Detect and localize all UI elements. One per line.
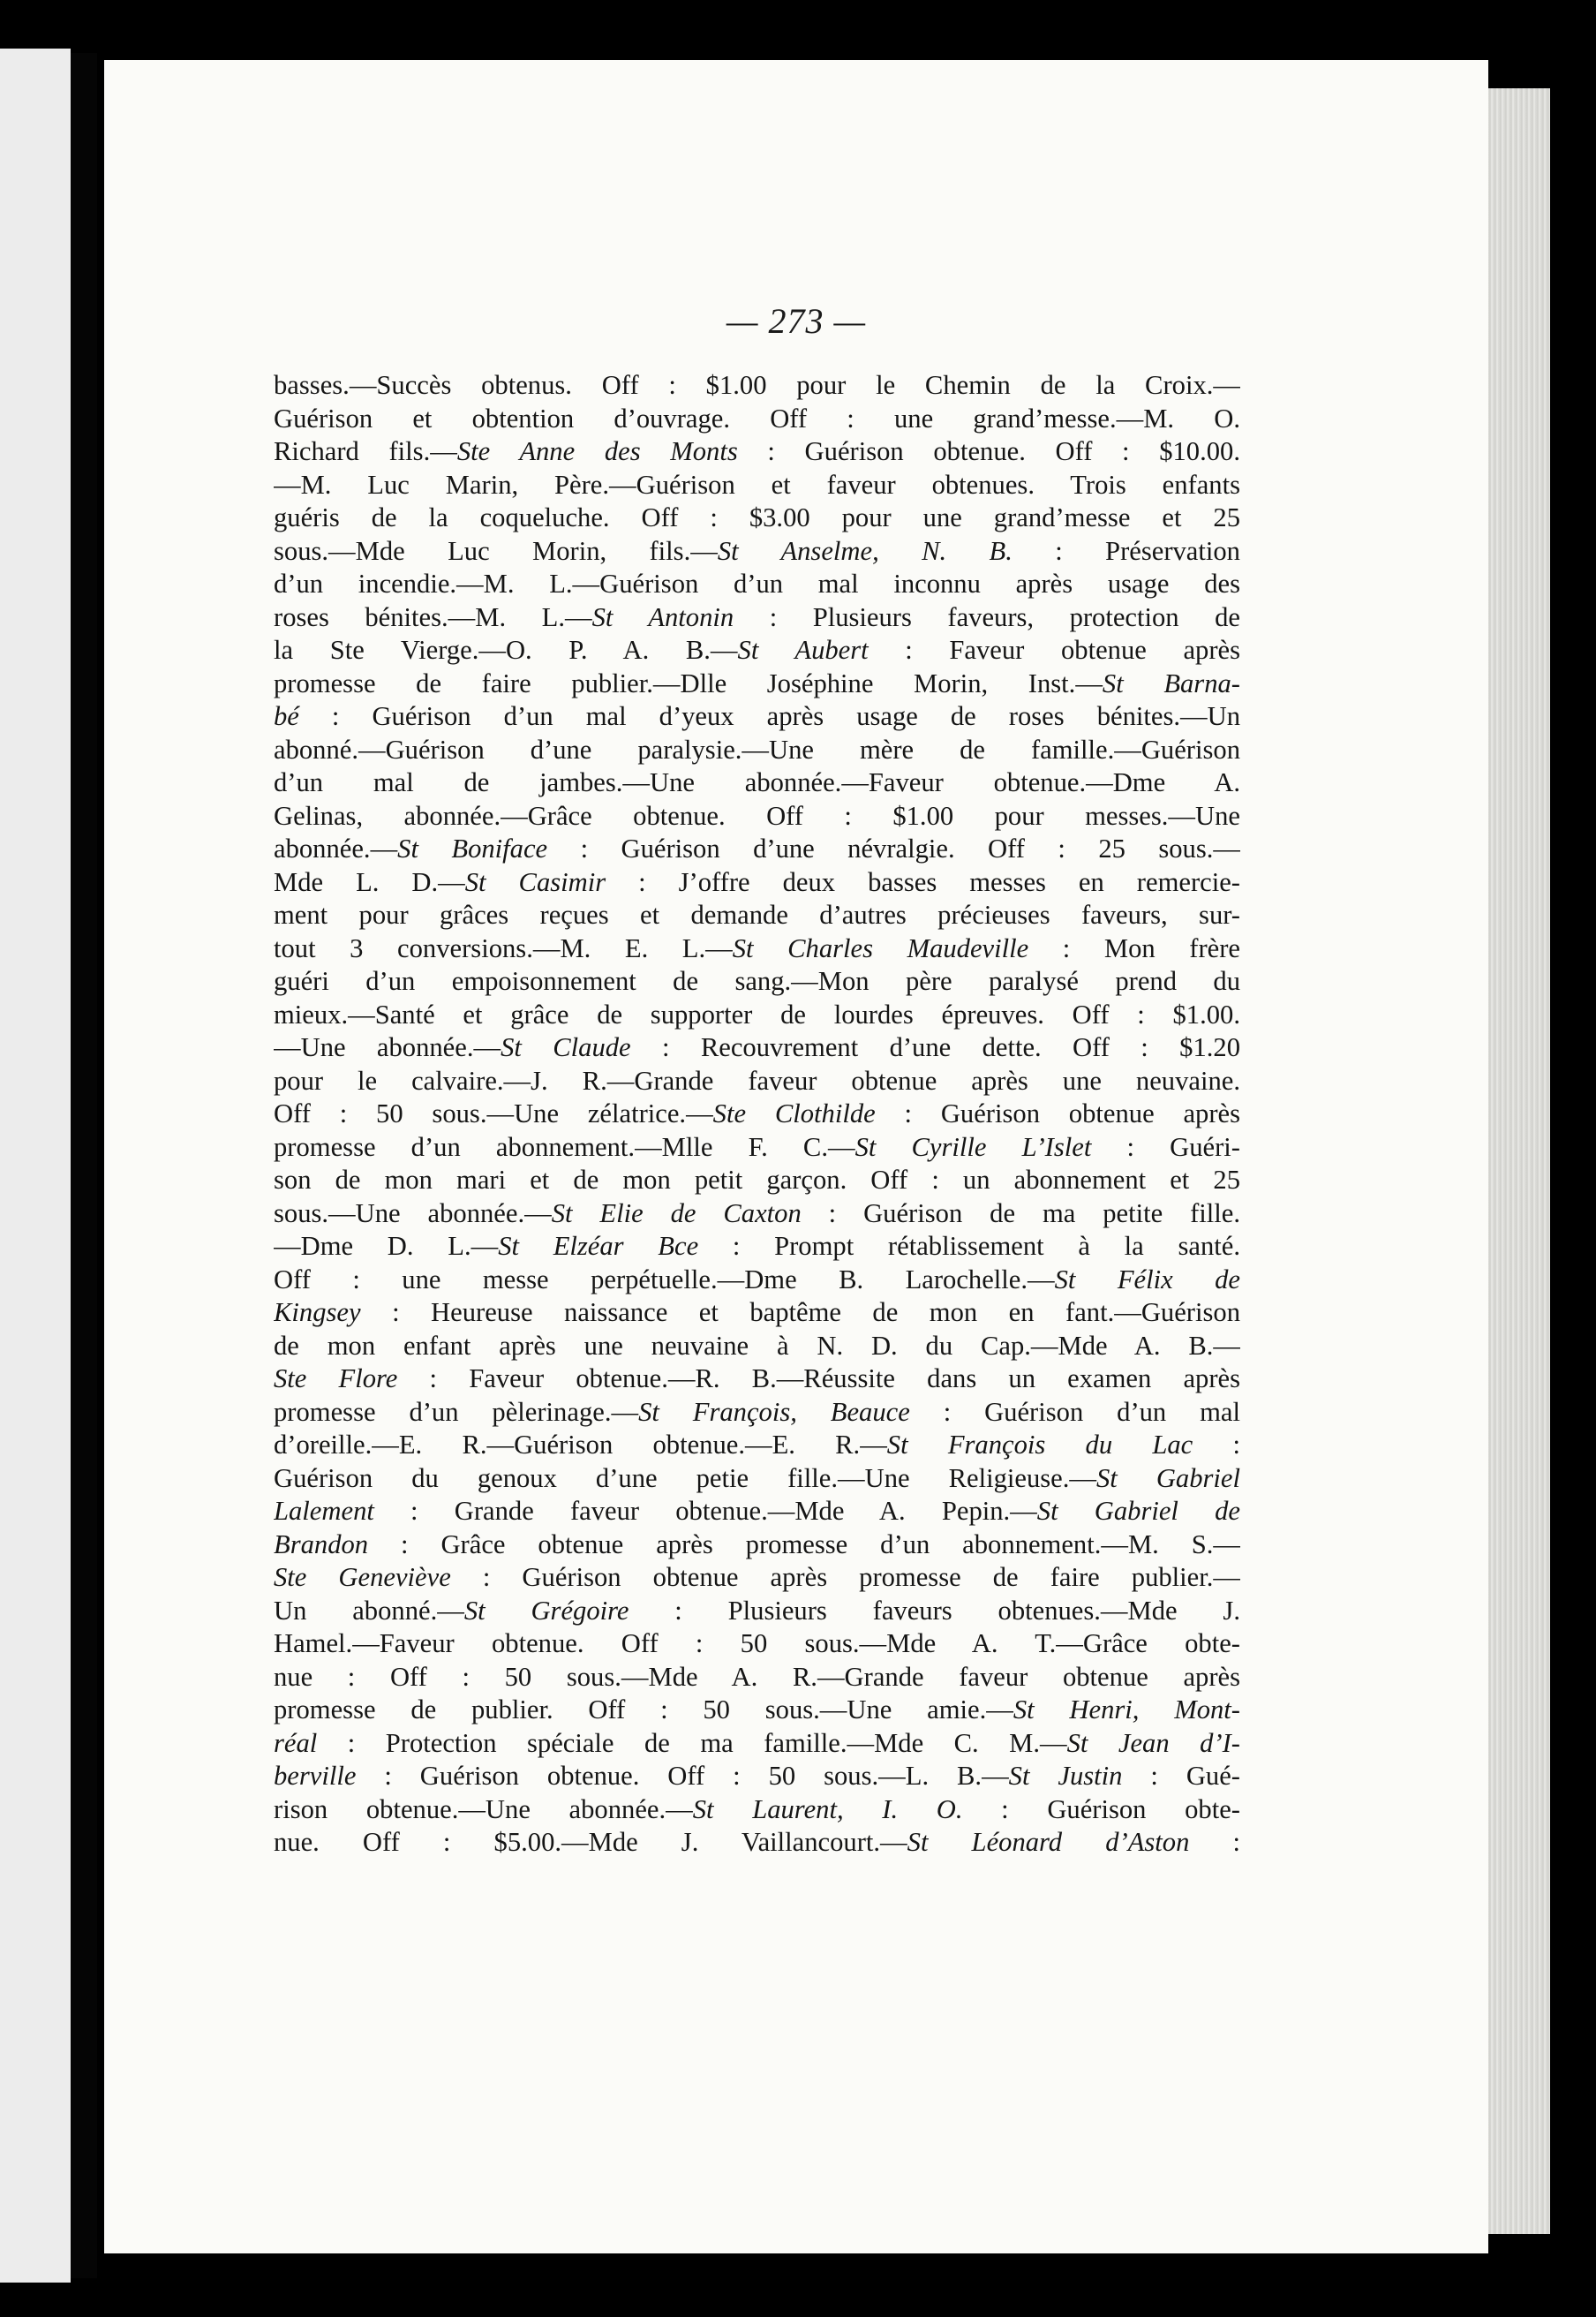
italic-place-name: St Jean d’I- xyxy=(1066,1727,1240,1758)
text-segment: : Guérison obtenue après xyxy=(875,1098,1240,1128)
text-line xyxy=(274,932,1240,966)
text-segment: promesse d’un pèlerinage.— xyxy=(274,1396,639,1427)
text-line xyxy=(274,1595,1240,1628)
text-segment: guéris de la coqueluche. Off : $3.00 pour une grand’messe et 25 xyxy=(274,502,1240,532)
text-segment: : Guérison obtenue. Off : 50 sous.—L. B.— xyxy=(356,1761,1009,1791)
text-segment: : xyxy=(1193,1430,1240,1460)
text-segment: promesse de publier. Off : 50 sous.—Une amie.— xyxy=(274,1694,1013,1725)
text-line xyxy=(274,1396,1240,1430)
text-line xyxy=(274,800,1240,834)
text-segment: : Préservation xyxy=(1012,535,1240,566)
italic-place-name: St Anselme, N. B. xyxy=(717,535,1013,566)
text-segment: : Guéri- xyxy=(1091,1131,1240,1162)
text-segment: promesse de faire publier.—Dlle Joséphine Morin, Inst.— xyxy=(274,668,1103,698)
text-line xyxy=(274,1296,1240,1330)
text-line xyxy=(274,1362,1240,1396)
text-line xyxy=(274,435,1240,469)
text-line xyxy=(274,1793,1240,1827)
text-segment: basses.—Succès obtenus. Off : $1.00 pour le Chemin de la Croix.— xyxy=(274,370,1240,400)
text-line xyxy=(274,1627,1240,1661)
text-segment: : Guérison obtenue après promesse de faire publier.— xyxy=(450,1562,1240,1592)
italic-place-name: St Gabriel xyxy=(1095,1462,1240,1493)
text-line xyxy=(274,965,1240,999)
text-line xyxy=(274,1098,1240,1131)
text-segment: pour le calvaire.—J. R.—Grande faveur obtenue après une neuvaine. xyxy=(274,1065,1240,1096)
text-segment: ment pour grâces reçues et demande d’autres précieuses faveurs, sur- xyxy=(274,900,1240,930)
text-segment: Richard fils.— xyxy=(274,436,457,466)
text-line xyxy=(274,1164,1240,1197)
text-line xyxy=(274,999,1240,1032)
text-segment: promesse d’un abonnement.—Mlle F. C.— xyxy=(274,1131,855,1162)
italic-place-name: St Boniface xyxy=(397,834,548,864)
italic-place-name: St Aubert xyxy=(737,635,869,665)
italic-place-name: Lalement xyxy=(274,1496,374,1526)
text-segment: sous.—Mde Luc Morin, fils.— xyxy=(274,535,718,566)
text-line xyxy=(274,1031,1240,1065)
italic-place-name: St François du Lac xyxy=(886,1430,1193,1460)
page-stack-edge xyxy=(1488,88,1550,2234)
text-line xyxy=(274,899,1240,932)
text-segment: guéri d’un empoisonnement de sang.—Mon père paralysé prend du xyxy=(274,966,1240,996)
text-line xyxy=(274,1661,1240,1694)
text-line xyxy=(274,1264,1240,1297)
text-line xyxy=(274,1197,1240,1231)
text-line xyxy=(274,601,1240,635)
italic-place-name: St Elzéar Bce xyxy=(498,1231,699,1261)
text-segment: Off : 50 sous.—Une zélatrice.— xyxy=(274,1098,713,1128)
text-line xyxy=(274,1330,1240,1363)
book-gutter xyxy=(71,53,97,2278)
italic-place-name: St Laurent, I. O. xyxy=(692,1793,963,1824)
text-line xyxy=(274,1230,1240,1264)
italic-place-name: Ste Anne des Monts xyxy=(456,436,738,466)
text-segment: roses bénites.—M. L.— xyxy=(274,601,592,632)
text-line xyxy=(274,1694,1240,1727)
text-segment: abonné.—Guérison d’une paralysie.—Une mère de famille.—Guérison xyxy=(274,734,1240,765)
italic-place-name: St Elie de Caxton xyxy=(551,1197,802,1228)
italic-place-name: St Léonard d’Aston xyxy=(907,1827,1190,1857)
text-segment: : Guérison de ma petite fille. xyxy=(801,1197,1240,1228)
text-line xyxy=(274,535,1240,569)
text-segment: d’un mal de jambes.—Une abonnée.—Faveur obtenue.—Dme A. xyxy=(274,767,1240,797)
text-segment: : Gué- xyxy=(1122,1761,1240,1791)
italic-place-name: St Casimir xyxy=(464,866,606,897)
text-line xyxy=(274,469,1240,502)
text-segment: : Guérison obtenue. Off : $10.00. xyxy=(737,436,1240,466)
italic-place-name: Ste Clothilde xyxy=(712,1098,876,1128)
text-line xyxy=(274,1826,1240,1860)
italic-place-name: St Barna- xyxy=(1102,668,1240,698)
text-segment: : Prompt rétablissement à la santé. xyxy=(698,1231,1240,1261)
italic-place-name: St Henri, Mont- xyxy=(1013,1694,1240,1725)
text-line xyxy=(274,568,1240,601)
text-line xyxy=(274,1462,1240,1496)
text-segment: : Guérison d’un mal xyxy=(909,1396,1240,1427)
text-line xyxy=(274,502,1240,535)
italic-place-name: St Félix de xyxy=(1054,1264,1240,1294)
text-segment: Guérison du genoux d’une petie fille.—Une Religieuse.— xyxy=(274,1462,1096,1493)
text-segment: nue : Off : 50 sous.—Mde A. R.—Grande faveur obtenue après xyxy=(274,1661,1240,1692)
italic-place-name: berville xyxy=(274,1761,357,1791)
text-line xyxy=(274,1528,1240,1562)
text-segment: rison obtenue.—Une abonnée.— xyxy=(274,1793,693,1824)
italic-place-name: St Claude xyxy=(501,1032,631,1062)
text-segment: abonnée.— xyxy=(274,834,398,864)
facing-page-edge xyxy=(0,49,71,2283)
text-segment: : Guérison d’un mal d’yeux après usage de roses bénites.—Un xyxy=(298,701,1240,731)
text-line xyxy=(274,403,1240,436)
text-segment: : Plusieurs faveurs obtenues.—Mde J. xyxy=(629,1595,1240,1626)
text-segment: Off : une messe perpétuelle.—Dme B. Larochelle.— xyxy=(274,1264,1055,1294)
text-line xyxy=(274,369,1240,403)
text-line xyxy=(274,668,1240,701)
text-segment: Gelinas, abonnée.—Grâce obtenue. Off : $1.00 pour messes.—Une xyxy=(274,800,1240,831)
text-line xyxy=(274,866,1240,900)
text-segment: d’oreille.—E. R.—Guérison obtenue.—E. R.— xyxy=(274,1430,887,1460)
text-segment: : Mon frère xyxy=(1028,932,1240,963)
italic-place-name: St Cyrille L’Islet xyxy=(854,1131,1092,1162)
text-line xyxy=(274,1429,1240,1462)
text-line xyxy=(274,766,1240,800)
text-line xyxy=(274,1495,1240,1528)
text-segment: : Guérison obte- xyxy=(962,1793,1240,1824)
text-segment: —Dme D. L.— xyxy=(274,1231,499,1261)
text-segment: —Une abonnée.— xyxy=(274,1032,501,1062)
italic-place-name: Brandon xyxy=(274,1528,369,1559)
text-segment: son de mon mari et de mon petit garçon. Off : un abonnement et 25 xyxy=(274,1165,1240,1195)
text-segment: la Ste Vierge.—O. P. A. B.— xyxy=(274,635,738,665)
page-text-body xyxy=(274,369,1240,1860)
text-segment: : Heureuse naissance et baptême de mon en fant.—Guérison xyxy=(360,1297,1240,1327)
text-line xyxy=(274,734,1240,767)
text-segment: : Recouvrement d’une dette. Off : $1.20 xyxy=(630,1032,1240,1062)
text-line xyxy=(274,1760,1240,1793)
text-segment: mieux.—Santé et grâce de supporter de lourdes épreuves. Off : $1.00. xyxy=(274,999,1240,1030)
page-number: — 273 — xyxy=(726,301,867,341)
text-segment: Mde L. D.— xyxy=(274,866,465,897)
text-segment: tout 3 conversions.—M. E. L.— xyxy=(274,932,733,963)
text-segment: : xyxy=(1189,1827,1240,1857)
italic-place-name: Kingsey xyxy=(274,1297,361,1327)
text-line xyxy=(274,634,1240,668)
italic-place-name: St François, Beauce xyxy=(638,1396,910,1427)
italic-place-name: Ste Geneviève xyxy=(274,1562,451,1592)
text-line xyxy=(274,833,1240,866)
text-segment: : Faveur obtenue.—R. B.—Réussite dans un examen après xyxy=(397,1363,1240,1393)
italic-place-name: réal xyxy=(274,1727,318,1758)
text-segment: Guérison et obtention d’ouvrage. Off : une grand’messe.—M. O. xyxy=(274,403,1240,434)
text-segment: d’un incendie.—M. L.—Guérison d’un mal inconnu après usage des xyxy=(274,569,1240,599)
text-line xyxy=(274,1065,1240,1098)
text-line xyxy=(274,1561,1240,1595)
text-segment: : Guérison d’une névralgie. Off : 25 sous.— xyxy=(547,834,1240,864)
text-segment: Un abonné.— xyxy=(274,1595,464,1626)
text-segment: sous.—Une abonnée.— xyxy=(274,1197,552,1228)
text-segment: : Grâce obtenue après promesse d’un abonnement.—M. S.— xyxy=(368,1528,1240,1559)
text-segment: : J’offre deux basses messes en remercie- xyxy=(606,866,1240,897)
italic-place-name: St Charles Maudeville xyxy=(732,932,1029,963)
italic-place-name: St Justin xyxy=(1008,1761,1123,1791)
text-segment: : Grande faveur obtenue.—Mde A. Pepin.— xyxy=(373,1496,1037,1526)
text-segment: Hamel.—Faveur obtenue. Off : 50 sous.—Mde A. T.—Grâce obte- xyxy=(274,1628,1240,1658)
italic-place-name: Ste Flore xyxy=(274,1363,398,1393)
text-segment: : Faveur obtenue après xyxy=(868,635,1240,665)
text-segment: : Protection spéciale de ma famille.—Mde C. M.— xyxy=(317,1727,1067,1758)
italic-place-name: St Antonin xyxy=(591,601,734,632)
text-segment: : Plusieurs faveurs, protection de xyxy=(734,601,1240,632)
text-segment: nue. Off : $5.00.—Mde J. Vaillancourt.— xyxy=(274,1827,907,1857)
text-line xyxy=(274,1131,1240,1165)
text-line xyxy=(274,700,1240,734)
italic-place-name: bé xyxy=(274,701,299,731)
italic-place-name: St Grégoire xyxy=(463,1595,629,1626)
text-segment: —M. Luc Marin, Père.—Guérison et faveur obtenues. Trois enfants xyxy=(274,469,1240,500)
italic-place-name: St Gabriel de xyxy=(1036,1496,1240,1526)
text-segment: de mon enfant après une neuvaine à N. D. du Cap.—Mde A. B.— xyxy=(274,1330,1240,1361)
text-line xyxy=(274,1727,1240,1761)
